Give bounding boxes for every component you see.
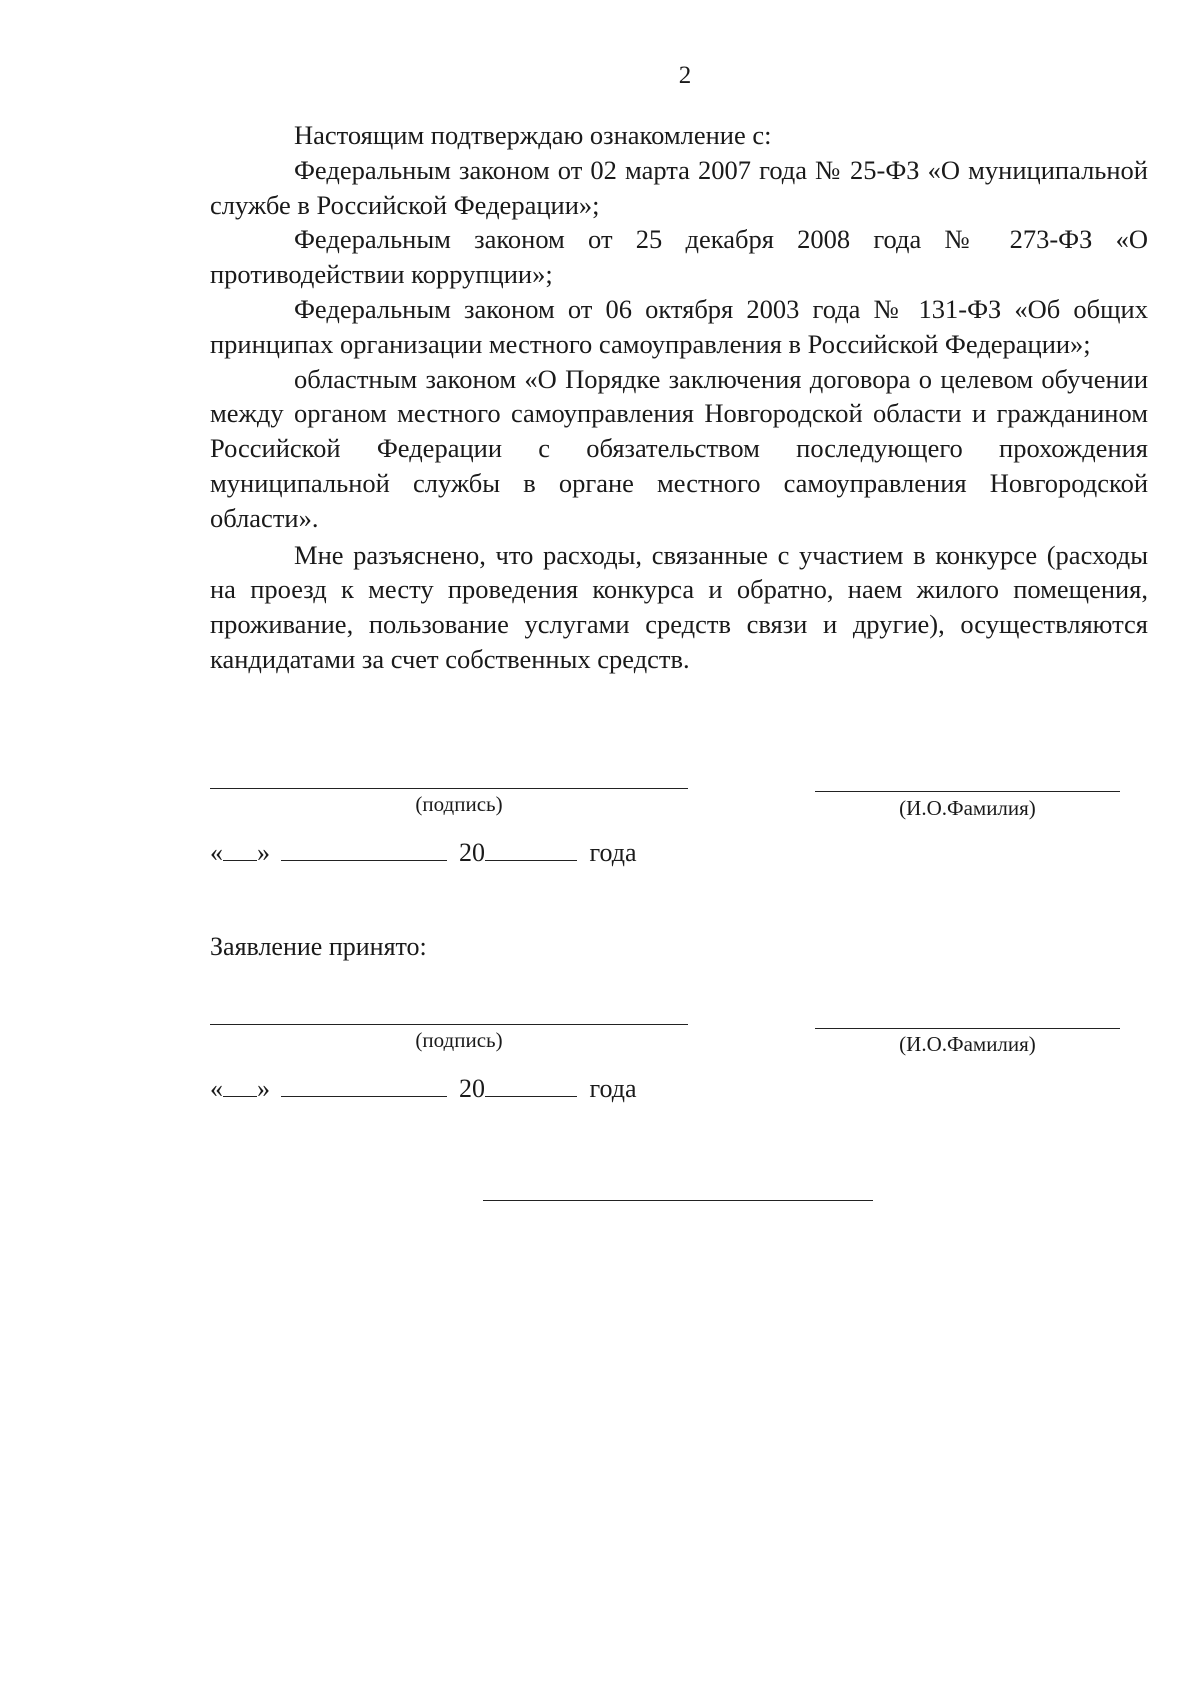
- year-blank[interactable]: [485, 838, 577, 861]
- accepted-label: Заявление принято:: [210, 932, 427, 961]
- name-label: (И.О.Фамилия): [899, 1032, 1036, 1056]
- date-close-quote: »: [257, 1074, 270, 1103]
- day-blank[interactable]: [223, 1074, 257, 1097]
- document-body: [210, 118, 1148, 677]
- day-blank[interactable]: [223, 838, 257, 861]
- date-row: [210, 1074, 637, 1104]
- signature-label: (подпись): [415, 1028, 503, 1052]
- paragraph-regional-law: областным законом «О Порядке заключения договора о целевом обучении между органом местного самоуправления Новгородской области и гражданином Российской Федерации с обязательством последующего прохождения муниципальной службы в органе местного самоуправления Новгородской области».: [210, 363, 1148, 533]
- paragraph-law-131fz: Федеральным законом от 06 октября 2003 года № 131-ФЗ «Об общих принципах организации местного самоуправления в Российской Федерации»;: [210, 293, 1148, 359]
- date-open-quote: «: [210, 838, 223, 867]
- end-divider: [483, 1200, 873, 1201]
- month-blank[interactable]: [281, 838, 447, 861]
- name-line[interactable]: [815, 791, 1120, 792]
- page-number: 2: [678, 62, 692, 89]
- month-blank[interactable]: [281, 1074, 447, 1097]
- year-prefix: 20: [459, 838, 485, 867]
- paragraph-law-25fz: Федеральным законом от 02 марта 2007 года № 25-ФЗ «О муниципальной службе в Российской Федерации»;: [210, 154, 1148, 220]
- date-suffix: года: [589, 1074, 637, 1103]
- name-line[interactable]: [815, 1028, 1120, 1029]
- paragraph-expenses: Мне разъяснено, что расходы, связанные с участием в конкурсе (расходы на проезд к месту проведения конкурса и обратно, наем жилого помещения, проживание, пользование услугами средств связи и другие), осуществляются кандидатами за счет собственных средств.: [210, 539, 1148, 674]
- signature-label: (подпись): [415, 792, 503, 816]
- year-blank[interactable]: [485, 1074, 577, 1097]
- signature-line[interactable]: [210, 1024, 688, 1025]
- name-label: (И.О.Фамилия): [899, 796, 1036, 820]
- paragraph-law-273fz: Федеральным законом от 25 декабря 2008 года № 273-ФЗ «О противодействии коррупции»;: [210, 224, 1148, 290]
- date-close-quote: »: [257, 838, 270, 867]
- date-suffix: года: [589, 838, 637, 867]
- paragraph-intro: Настоящим подтверждаю ознакомление с:: [294, 120, 772, 150]
- year-prefix: 20: [459, 1074, 485, 1103]
- date-open-quote: «: [210, 1074, 223, 1103]
- signature-line[interactable]: [210, 788, 688, 789]
- date-row: [210, 838, 637, 868]
